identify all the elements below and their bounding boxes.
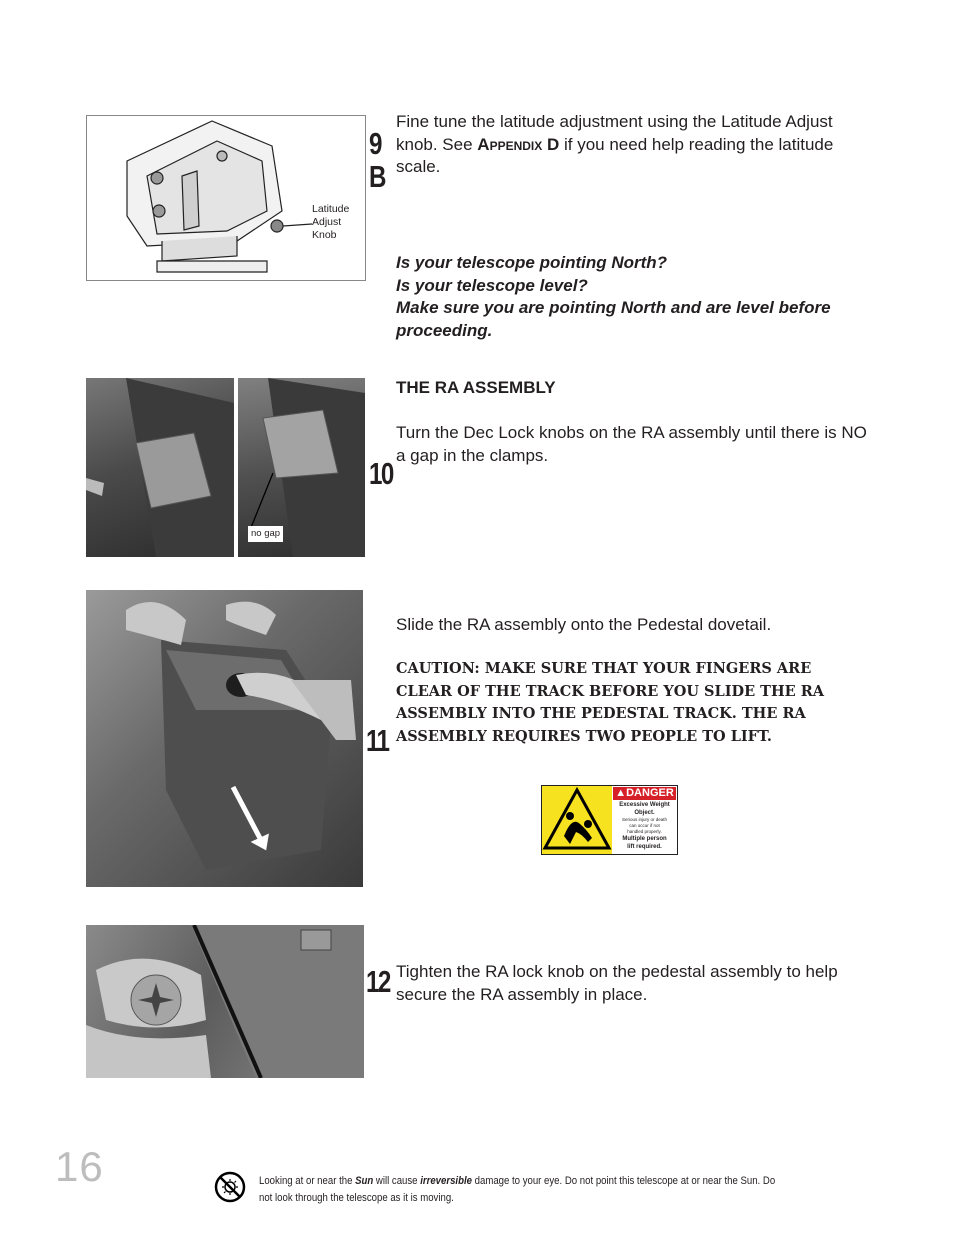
- ra-lock-knob-photo: [86, 925, 364, 1078]
- figure-label-line: Latitude: [312, 203, 350, 215]
- checklist-question: Is your telescope level?: [396, 275, 588, 295]
- ra-assembly-photo: [86, 590, 363, 887]
- text-fragment: will cause: [373, 1175, 421, 1187]
- text-fragment: if you need help reading the latitude scale.: [396, 134, 834, 176]
- checklist: [396, 252, 846, 342]
- danger-header: [613, 787, 676, 800]
- step-text: Turn the Dec Lock knobs on the RA assembly until there is NO a gap in the clamps.: [396, 423, 867, 465]
- ra-lock-knob-illustration: [86, 925, 364, 1078]
- step-letter: B: [369, 159, 385, 194]
- checklist-question: Is your telescope pointing North?: [396, 253, 668, 272]
- warning-triangle-icon: [542, 786, 612, 854]
- page-number: 16: [55, 1143, 104, 1190]
- danger-label: [541, 785, 678, 855]
- figure-label: [312, 203, 349, 242]
- step-number: 10: [369, 456, 393, 491]
- sun-warning-text: [259, 1173, 786, 1207]
- text-fragment: Fine tune the latitude adjustment using the Latitude Adjust knob. See: [396, 112, 833, 154]
- danger-line: Excessive Weight: [619, 802, 670, 808]
- section-heading: THE RA ASSEMBLY: [396, 378, 556, 397]
- text-fragment: Looking at or near the: [259, 1175, 356, 1187]
- warning-triangle: [542, 786, 612, 854]
- text-fragment: A: [477, 134, 490, 154]
- danger-line: Multiple person: [622, 836, 667, 842]
- step-number: 9: [369, 126, 381, 161]
- no-gap-label: no gap: [248, 526, 283, 542]
- step-text: Tighten the RA lock knob on the pedestal assembly to help secure the RA assembly in place.: [396, 962, 838, 1004]
- mount-line-drawing: [87, 116, 365, 280]
- text-fragment: ppendix: [489, 134, 543, 154]
- step-number: 12: [366, 964, 390, 999]
- dec-clamp-photo-left: [86, 378, 234, 557]
- text-fragment: D: [542, 134, 560, 154]
- step-number: 11: [366, 723, 389, 758]
- danger-line: Serious injury or death: [621, 817, 668, 822]
- dec-clamp-photo-right: [238, 378, 365, 557]
- step-text: Slide the RA assembly onto the Pedestal dovetail.: [396, 615, 772, 634]
- figure-label-line: Knob: [312, 229, 337, 241]
- text-fragment: damage to your eye. Do not point this telescope at or near the Sun. Do not look through the telescope as it is moving.: [259, 1175, 776, 1204]
- figure-label-line: Adjust: [312, 216, 342, 228]
- danger-title: DANGER: [626, 787, 674, 799]
- warning-icon: ▲: [615, 787, 627, 799]
- latitude-figure: [86, 115, 366, 281]
- text-fragment: irreversible: [420, 1175, 472, 1187]
- danger-line: handled properly.: [627, 829, 662, 834]
- step-text: [396, 111, 866, 179]
- ra-assembly-illustration: [86, 590, 363, 887]
- appendix-link[interactable]: [477, 135, 559, 154]
- sun-warning-icon: [214, 1171, 246, 1203]
- danger-line: lift required.: [627, 844, 662, 850]
- danger-body: [613, 801, 676, 851]
- dec-clamp-illustration: [86, 378, 234, 557]
- checklist-instruction: Make sure you are pointing North and are level before proceeding.: [396, 298, 831, 340]
- caution-text: CAUTION: MAKE SURE THAT YOUR FINGERS ARE CLEAR OF THE TRACK BEFORE YOU SLIDE THE RA ASSEMBLY INTO THE PEDESTAL TRACK. THE RA ASSEMBLY REQUIRES TWO PEOPLE TO LIFT.: [396, 660, 825, 745]
- danger-line: Object.: [634, 810, 655, 816]
- danger-line: can occur if not: [629, 823, 660, 828]
- no-sun-icon: [214, 1171, 246, 1203]
- text-fragment: Sun: [355, 1175, 374, 1187]
